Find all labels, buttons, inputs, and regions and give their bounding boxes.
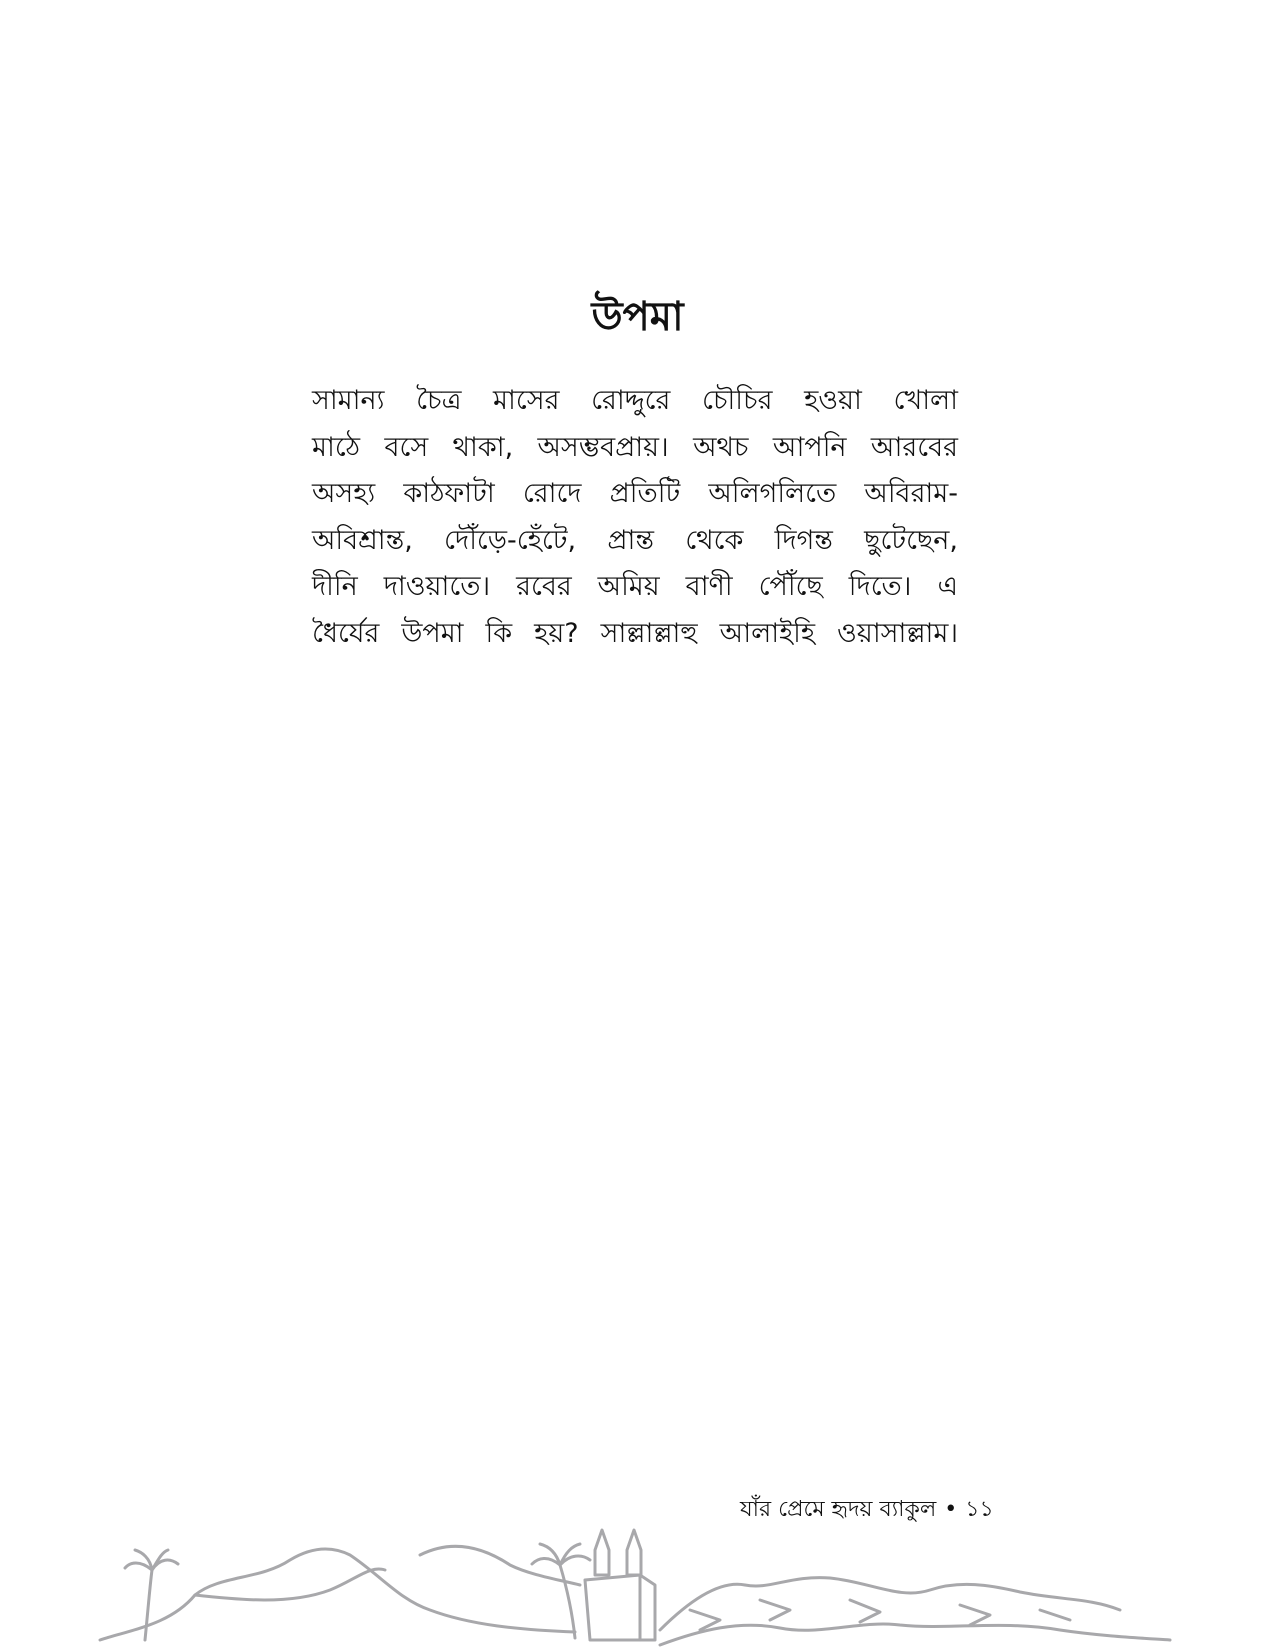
dune-line	[420, 1546, 580, 1585]
footer-separator: •	[944, 1497, 958, 1522]
chapter-title: উপমা	[591, 294, 684, 340]
palm-tree-icon	[125, 1550, 178, 1640]
paragraph-line: সামান্য চৈত্র মাসের রোদ্দুরে চৌচির হওয়া খোলা	[312, 385, 958, 416]
paragraph-line: দীনি দাওয়াতে। রবের অমিয় বাণী পৌঁছে দিতে। এ	[312, 571, 958, 602]
paragraph-line: অসহ্য কাঠফাটা রোদে প্রতিটি অলিগলিতে অবিরাম-	[312, 478, 958, 509]
kaaba-minarets-icon	[585, 1530, 655, 1640]
paragraph	[312, 378, 958, 657]
paragraph-line: ধৈর্যের উপমা কি হয়? সাল্লাল্লাহু আলাইহি ওয়াসাল্লাম।	[312, 617, 958, 649]
dune-line	[195, 1569, 385, 1600]
footer-book-title: যাঁর প্রেমে হৃদয় ব্যাকুল	[740, 1497, 937, 1522]
paragraph-line: মাঠে বসে থাকা, অসম্ভবপ্রায়। অথচ আপনি আরবের	[312, 431, 958, 463]
paragraph-line: অবিশ্রান্ত, দৌঁড়ে-হেঁটে, প্রান্ত থেকে দিগন্ত ছুটেছেন,	[312, 524, 958, 556]
mountain-line	[660, 1624, 1170, 1645]
desert-kaaba-illustration	[0, 1480, 1275, 1650]
mountain-line	[660, 1578, 1120, 1630]
palm-tree-icon	[532, 1544, 590, 1638]
page-number: ১১	[965, 1497, 994, 1522]
